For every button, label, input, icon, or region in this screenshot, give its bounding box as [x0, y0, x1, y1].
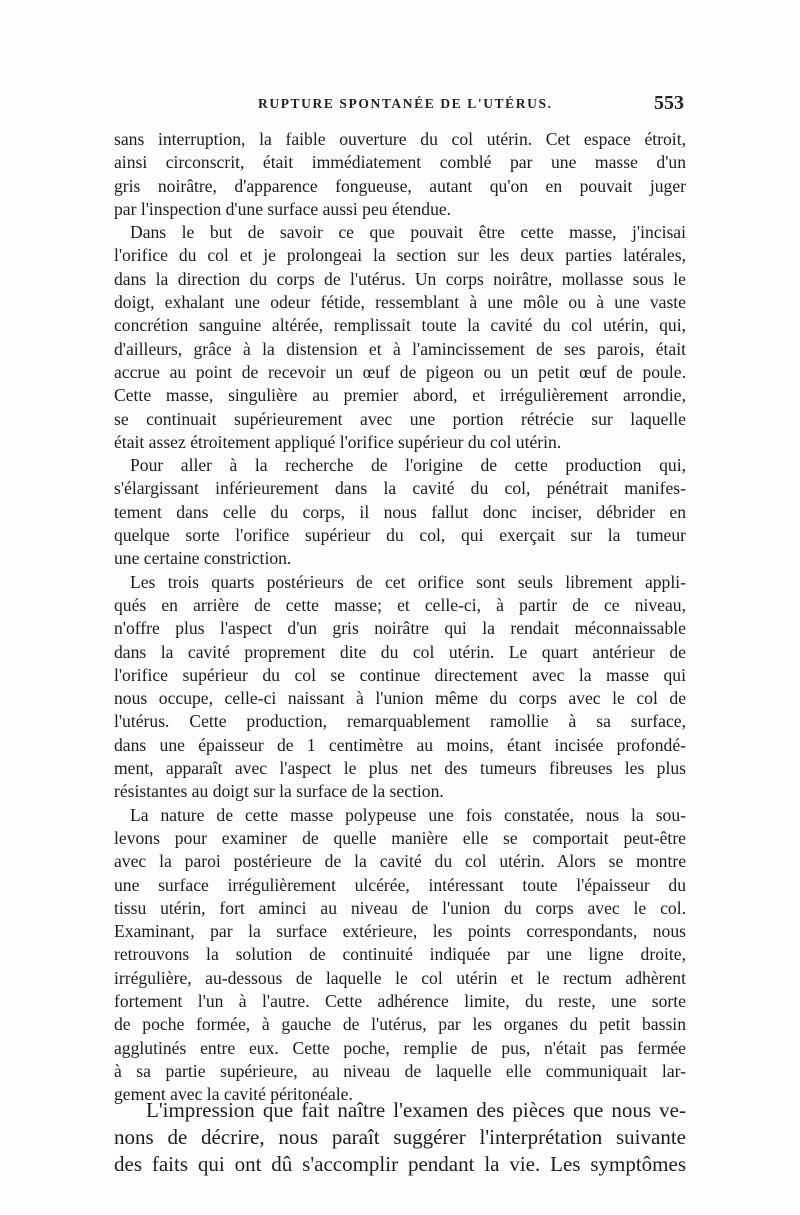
- text-line: l'orifice du col et je prolongeai la section sur les deux parties latérales,: [114, 245, 686, 266]
- text-line: ainsi circonscrit, était immédiatement comblé par une masse d'un: [114, 152, 686, 173]
- text-line: agglutinés entre eux. Cette poche, remplie de pus, n'était pas fermée: [114, 1037, 686, 1058]
- text-line: Cette masse, singulière au premier abord, et irrégulièrement arrondie,: [114, 385, 686, 406]
- text-line: résistantes au doigt sur la surface de la section.: [114, 781, 444, 802]
- text-line: était assez étroitement appliqué l'orifice supérieur du col utérin.: [114, 431, 562, 452]
- text-line: avec la paroi postérieure de la cavité du col utérin. Alors se montre: [114, 851, 686, 872]
- text-line: l'utérus. Cette production, remarquablement ramollie à sa surface,: [114, 711, 686, 732]
- text-line: ment, apparaît avec l'aspect le plus net des tumeurs fibreuses les plus: [114, 758, 686, 779]
- text-line: tement dans celle du corps, il nous fallut donc inciser, débrider en: [114, 501, 686, 522]
- text-line: retrouvons la solution de continuité indiquée par une ligne droite,: [114, 944, 686, 965]
- text-line: gement avec la cavité péritonéale.: [114, 1084, 353, 1105]
- text-line: l'orifice supérieur du col se continue directement avec la masse qui: [114, 664, 686, 685]
- text-line: nons de décrire, nous paraît suggérer l'interprétation suivante: [114, 1125, 686, 1149]
- text-line: à sa partie supérieure, au niveau de laquelle elle communiquait lar-: [114, 1060, 686, 1081]
- conclusion-paragraph: [114, 1097, 686, 1178]
- text-line: doigt, exhalant une odeur fétide, ressemblant à une môle ou à une vaste: [114, 292, 686, 313]
- text-line: concrétion sanguine altérée, remplissait toute la cavité du col utérin, qui,: [114, 315, 686, 336]
- text-line: dans la direction du corps de l'utérus. Un corps noirâtre, mollasse sous le: [114, 268, 686, 289]
- body-text: [114, 128, 686, 1106]
- text-line: n'offre plus l'aspect d'un gris noirâtre qui la rendait méconnaissable: [114, 618, 686, 639]
- page-number: 553: [654, 92, 684, 114]
- text-line: nous occupe, celle-ci naissant à l'union même du corps avec le col de: [114, 688, 686, 709]
- text-line: accrue au point de recevoir un œuf de pigeon ou un petit œuf de poule.: [114, 361, 686, 382]
- text-line: des faits qui ont dû s'accomplir pendant la vie. Les symptômes: [114, 1152, 686, 1176]
- text-line: quelque sorte l'orifice supérieur du col, qui exerçait sur la tumeur: [114, 525, 686, 546]
- page-header: [118, 92, 684, 120]
- text-line: s'élargissant inférieurement dans la cavité du col, pénétrait manifes-: [114, 478, 686, 499]
- text-line: qués en arrière de cette masse; et celle-ci, à partir de ce niveau,: [114, 594, 686, 615]
- text-line: une surface irrégulièrement ulcérée, intéressant toute l'épaisseur du: [114, 874, 686, 895]
- text-line: La nature de cette masse polypeuse une fois constatée, nous la sou-: [130, 804, 686, 825]
- running-title: RUPTURE SPONTANÉE DE L'UTÉRUS.: [258, 96, 553, 111]
- text-line: une certaine constriction.: [114, 548, 292, 569]
- text-line: de poche formée, à gauche de l'utérus, par les organes du petit bassin: [114, 1014, 686, 1035]
- text-line: irrégulière, au-dessous de laquelle le col utérin et le rectum adhèrent: [114, 967, 686, 988]
- text-line: sans interruption, la faible ouverture du col utérin. Cet espace étroit,: [114, 129, 686, 149]
- text-line: se continuait supérieurement avec une portion rétrécie sur laquelle: [114, 408, 686, 429]
- text-line: L'impression que fait naître l'examen des pièces que nous ve-: [146, 1098, 686, 1122]
- text-line: tissu utérin, fort aminci au niveau de l'union du corps avec le col.: [114, 897, 686, 918]
- text-line: par l'inspection d'une surface aussi peu étendue.: [114, 198, 452, 219]
- text-line: Les trois quarts postérieurs de cet orifice sont seuls librement appli-: [130, 571, 686, 592]
- text-line: Examinant, par la surface extérieure, les points correspondants, nous: [114, 921, 686, 942]
- text-line: dans la cavité proprement dite du col utérin. Le quart antérieur de: [114, 641, 686, 662]
- text-line: dans une épaisseur de 1 centimètre au moins, étant incisée profondé-: [114, 734, 686, 755]
- text-line: levons pour examiner de quelle manière elle se comportait peut-être: [114, 827, 686, 848]
- text-line: Pour aller à la recherche de l'origine de cette production qui,: [130, 455, 686, 476]
- text-line: gris noirâtre, d'apparence fongueuse, autant qu'on en pouvait juger: [114, 175, 686, 196]
- text-line: fortement l'un à l'autre. Cette adhérence limite, du reste, une sorte: [114, 990, 686, 1011]
- text-line: Dans le but de savoir ce que pouvait être cette masse, j'incisai: [130, 222, 686, 243]
- text-line: d'ailleurs, grâce à la distension et à l'amincissement de ses parois, était: [114, 338, 686, 359]
